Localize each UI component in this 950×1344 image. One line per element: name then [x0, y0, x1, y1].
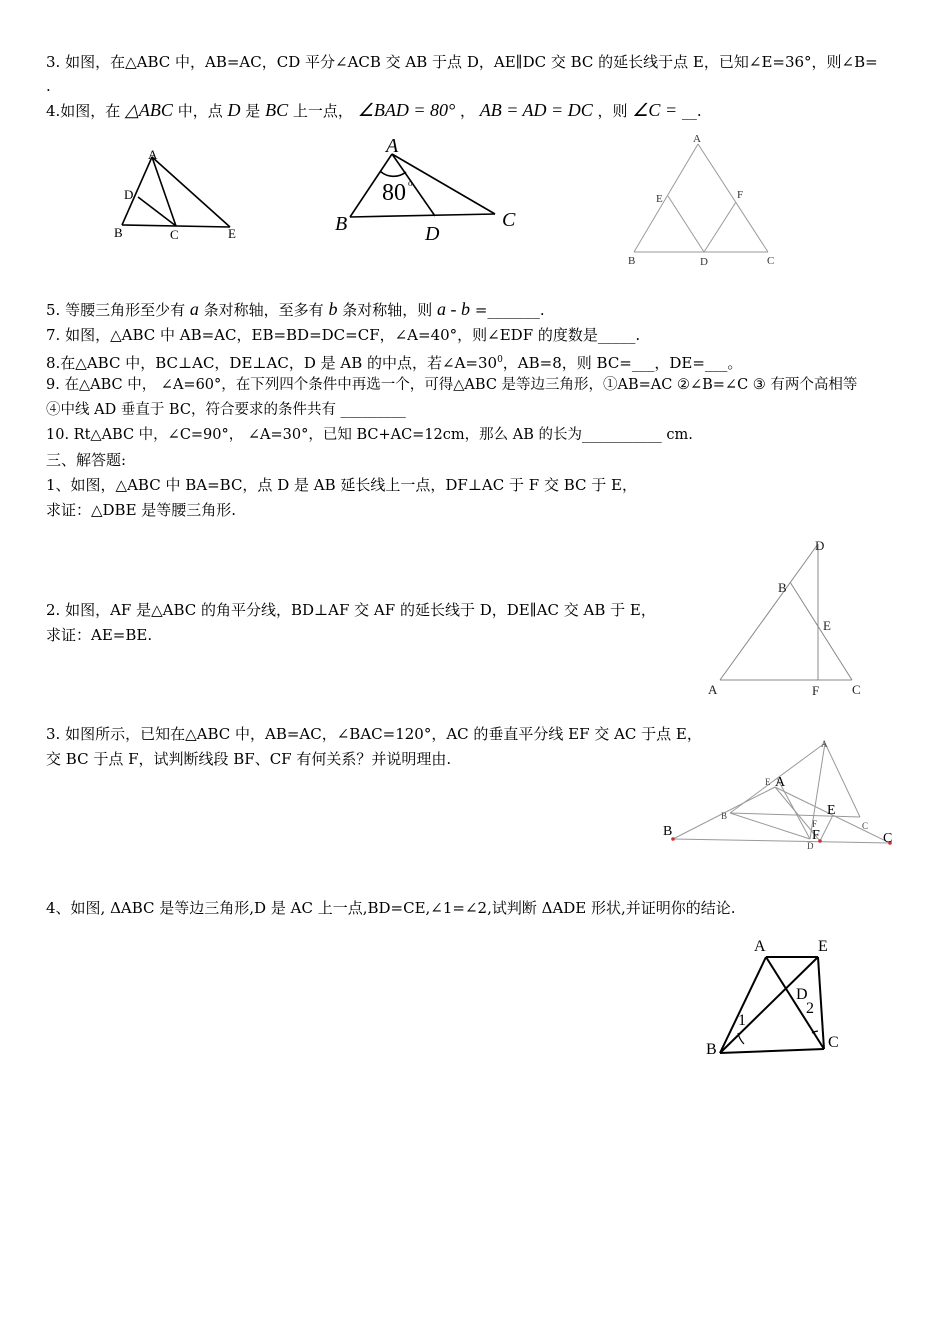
q4-text-7: __.: [681, 102, 702, 120]
fig6-label-b: B: [706, 1041, 717, 1058]
fig3-label-e: E: [656, 193, 663, 205]
section-3-heading: 三、解答题:: [46, 451, 127, 469]
problem-1-line-2: 求证：△DBE 是等腰三角形.: [46, 501, 237, 519]
fig5-big-label-c: C: [883, 831, 893, 846]
problem-2-line-2: 求证：AE=BE.: [46, 626, 153, 644]
fig4-label-f: F: [812, 683, 820, 698]
fig3-label-c: C: [767, 255, 775, 267]
fig4-label-a: A: [708, 682, 718, 697]
fig5-small-label-f: F: [812, 819, 818, 829]
fig2-angle-degree: o: [408, 178, 413, 188]
fig4-label-c: C: [852, 682, 861, 697]
fig2-label-b: B: [335, 213, 348, 235]
figure-2: [330, 132, 530, 247]
fig6-label-c: C: [828, 1034, 839, 1051]
q4-text-6: ，则: [597, 102, 628, 120]
q4-math-d: D: [227, 100, 241, 120]
problem-1-line-1: 1、如图，△ABC 中 BA=BC，点 D 是 AB 延长线上一点，DF⊥AC 于 F 交 BC 于 E，: [46, 476, 637, 494]
q4-math-triangle: △ABC: [125, 100, 173, 120]
q5-math-b: b: [328, 299, 338, 319]
fig5-small-label-e: E: [765, 777, 771, 787]
figure-5: [655, 735, 905, 855]
q5-text-2: 条对称轴，至多有: [203, 301, 324, 319]
fig1-label-d: D: [124, 187, 134, 202]
q4-math-c: ∠C =: [632, 100, 678, 120]
question-5: [46, 299, 545, 320]
question-7: 7. 如图，△ABC 中 AB=AC，EB=BD=DC=CF，∠A=40°，则∠EDF 的度数是_____.: [46, 326, 641, 344]
fig5-small-label-c: C: [862, 821, 869, 831]
q4-math-angle: ∠BAD = 80°: [357, 100, 456, 120]
fig4-label-e: E: [823, 618, 831, 633]
q5-text-1: 5. 等腰三角形至少有: [46, 301, 186, 319]
fig2-label-a: A: [386, 135, 399, 157]
fig6-label-e: E: [818, 938, 828, 955]
q8-text-2: ，AB=8，则 BC=___，DE=___。: [502, 354, 743, 372]
fig6-label-d: D: [796, 986, 808, 1003]
q5-text-3: 条对称轴，则: [342, 301, 433, 319]
fig3-label-a: A: [693, 133, 701, 145]
fig3-label-d: D: [700, 256, 708, 268]
q4-text-1: 4.如图，在: [46, 102, 121, 120]
q5-text-4: =_______.: [474, 301, 545, 319]
q4-text-3: 是: [245, 102, 261, 120]
problem-2-line-1: 2. 如图，AF 是△ABC 的角平分线，BD⊥AF 交 AF 的延长线于 D，DE∥AC 交 AB 于 E，: [46, 601, 656, 619]
q5-math-expr: a - b: [437, 299, 471, 319]
fig4-label-d: D: [815, 538, 825, 553]
fig6-angle-2: 2: [806, 1000, 814, 1017]
fig3-label-b: B: [628, 255, 636, 267]
fig2-angle-80: 80: [382, 180, 406, 206]
fig5-big-label-b: B: [663, 824, 673, 839]
figure-1: [110, 145, 250, 245]
question-9-line-1: 9. 在△ABC 中， ∠A=60°，在下列四个条件中再选一个，可得△ABC 是等边三角形，①AB=AC ②∠B=∠C ③ 有两个高相等: [46, 377, 858, 393]
question-3: 3. 如图，在△ABC 中，AB=AC，CD 平分∠ACB 交 AB 于点 D，AE∥DC 交 BC 的延长线于点 E，已知∠E=36°，则∠B=: [46, 53, 878, 71]
q4-math-bc: BC: [265, 100, 289, 120]
fig1-label-e: E: [228, 226, 236, 241]
question-4: [46, 100, 702, 121]
fig3-label-f: F: [737, 189, 744, 201]
q5-math-a: a: [189, 299, 199, 319]
fig2-label-d: D: [425, 223, 440, 245]
fig5-big-label-f: F: [812, 828, 820, 843]
fig4-label-b: B: [778, 580, 787, 595]
question-10: 10. Rt△ABC 中，∠C=90°， ∠A=30°，已知 BC+AC=12cm，那么 AB 的长为___________ cm.: [46, 427, 693, 443]
q8-degree-sup: 0: [497, 355, 503, 365]
q4-text-5: ，: [459, 102, 475, 120]
problem-3-line-2: 交 BC 于点 F，试判断线段 BF、CF 有何关系？并说明理由.: [46, 750, 452, 768]
fig1-label-b: B: [114, 225, 123, 240]
fig5-small-label-d: D: [807, 841, 814, 851]
problem-4: 4、如图, ΔABC 是等边三角形,D 是 AC 上一点,BD=CE,∠1=∠2,试判断 ΔADE 形状,并证明你的结论.: [46, 899, 736, 917]
question-3-dot: .: [46, 77, 51, 95]
figure-4: [700, 530, 875, 700]
fig1-label-a: A: [148, 147, 158, 162]
fig5-small-label-a: A: [821, 739, 828, 749]
fig5-big-label-a: A: [775, 775, 786, 790]
question-8: [46, 350, 742, 373]
fig2-label-c: C: [502, 209, 516, 231]
q4-text-4: 上一点，: [292, 102, 353, 120]
q8-text-1: 8.在△ABC 中，BC⊥AC，DE⊥AC，D 是 AB 的中点，若∠A=30: [46, 354, 498, 372]
problem-3-line-1: 3. 如图所示，已知在△ABC 中，AB=AC，∠BAC=120°，AC 的垂直平分线 EF 交 AC 于点 E，: [46, 725, 702, 743]
fig5-big-label-e: E: [827, 803, 836, 818]
q4-text-2: 中，点: [177, 102, 223, 120]
fig5-small-label-b: B: [721, 811, 728, 821]
fig1-label-c: C: [170, 227, 179, 242]
q4-math-equal: AB = AD = DC: [479, 100, 593, 120]
fig6-angle-1: 1: [738, 1012, 746, 1029]
question-9-line-2: ④中线 AD 垂直于 BC，符合要求的条件共有 _________: [46, 402, 406, 418]
figure-6: [700, 935, 860, 1065]
figure-3: [620, 130, 790, 270]
fig6-label-a: A: [754, 938, 766, 955]
